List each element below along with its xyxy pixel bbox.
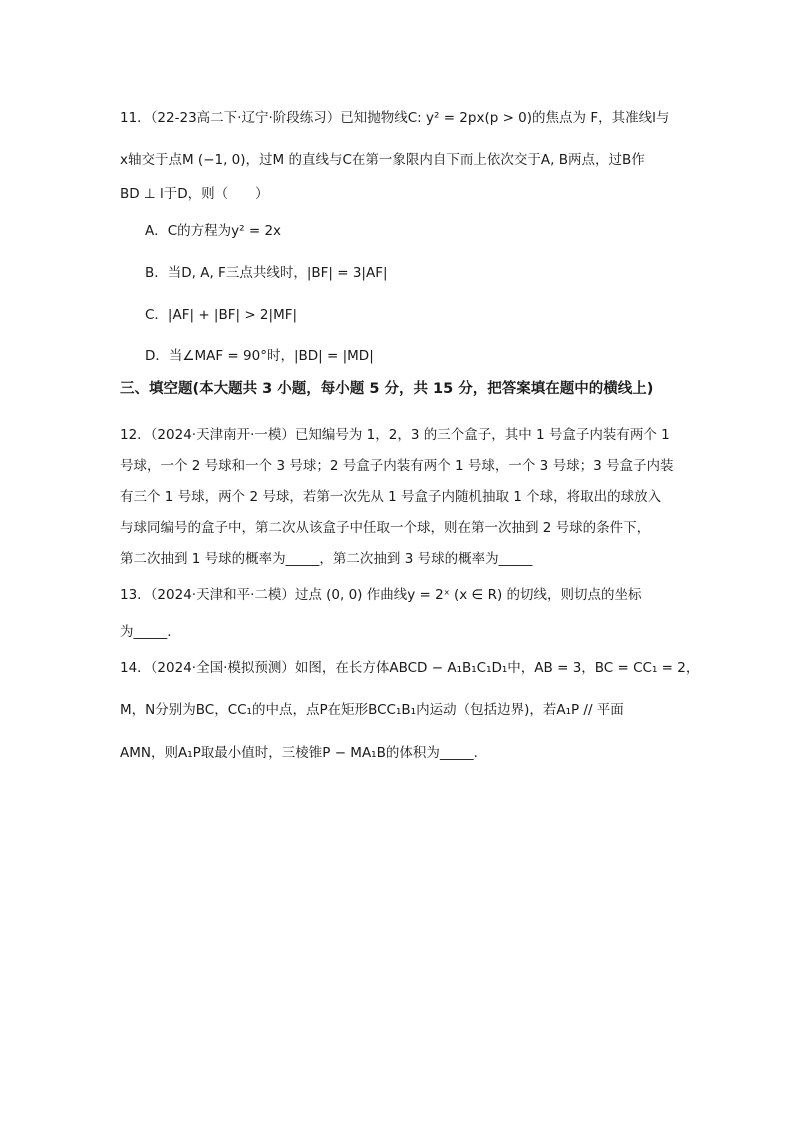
q12-line-1: 12．（2024·天津南开·一模）已知编号为 1，2，3 的三个盒子，其中 1 号盒子内装有两个 1 <box>120 427 670 443</box>
q14-line-3: AMN，则A₁P取最小值时，三棱锥P − MA₁B的体积为_____. <box>120 745 478 761</box>
q12-line-3: 有三个 1 号球，两个 2 号球，若第一次先从 1 号盒子内随机抽取 1 个球，将取出的球放入 <box>120 489 662 505</box>
q13-line-1: 13．（2024·天津和平·二模）过点 (0, 0) 作曲线y = 2ˣ (x ∈ R) 的切线，则切点的坐标 <box>120 587 642 603</box>
section-3-heading: 三、填空题(本大题共 3 小题，每小题 5 分，共 15 分，把答案填在题中的横线上) <box>120 381 654 397</box>
q11-option-b: B．当D, A, F三点共线时，|BF| = 3|AF| <box>145 265 388 281</box>
q11-line-2: x轴交于点M (−1, 0)，过M 的直线与C在第一象限内自下而上依次交于A, B两点，过B作 <box>120 152 645 168</box>
q14-line-1: 14．（2024·全国·模拟预测）如图，在长方体ABCD − A₁B₁C₁D₁中，AB = 3，BC = CC₁ = 2， <box>120 660 700 676</box>
q11-option-d: D．当∠MAF = 90°时，|BD| = |MD| <box>145 348 374 364</box>
q11-line-1: 11．（22-23高二下·辽宁·阶段练习）已知抛物线C: y² = 2px(p > 0)的焦点为 F，其准线l与 <box>120 110 670 126</box>
q14-line-2: M，N分别为BC，CC₁的中点，点P在矩形BCC₁B₁内运动（包括边界)，若A₁P // 平面 <box>120 702 624 718</box>
q11-option-c: C．|AF| + |BF| > 2|MF| <box>145 307 298 323</box>
q12-line-2: 号球，一个 2 号球和一个 3 号球；2 号盒子内装有两个 1 号球，一个 3 号球；3 号盒子内装 <box>120 458 674 474</box>
q11-line-3: BD ⊥ l于D，则（ ） <box>120 186 269 202</box>
q12-line-5: 第二次抽到 1 号球的概率为_____，第二次抽到 3 号球的概率为_____ <box>120 551 533 567</box>
q11-option-a: A．C的方程为y² = 2x <box>145 223 282 239</box>
q13-line-2: 为_____. <box>120 624 172 640</box>
q12-line-4: 与球同编号的盒子中，第二次从该盒子中任取一个球，则在第一次抽到 2 号球的条件下， <box>120 520 651 536</box>
